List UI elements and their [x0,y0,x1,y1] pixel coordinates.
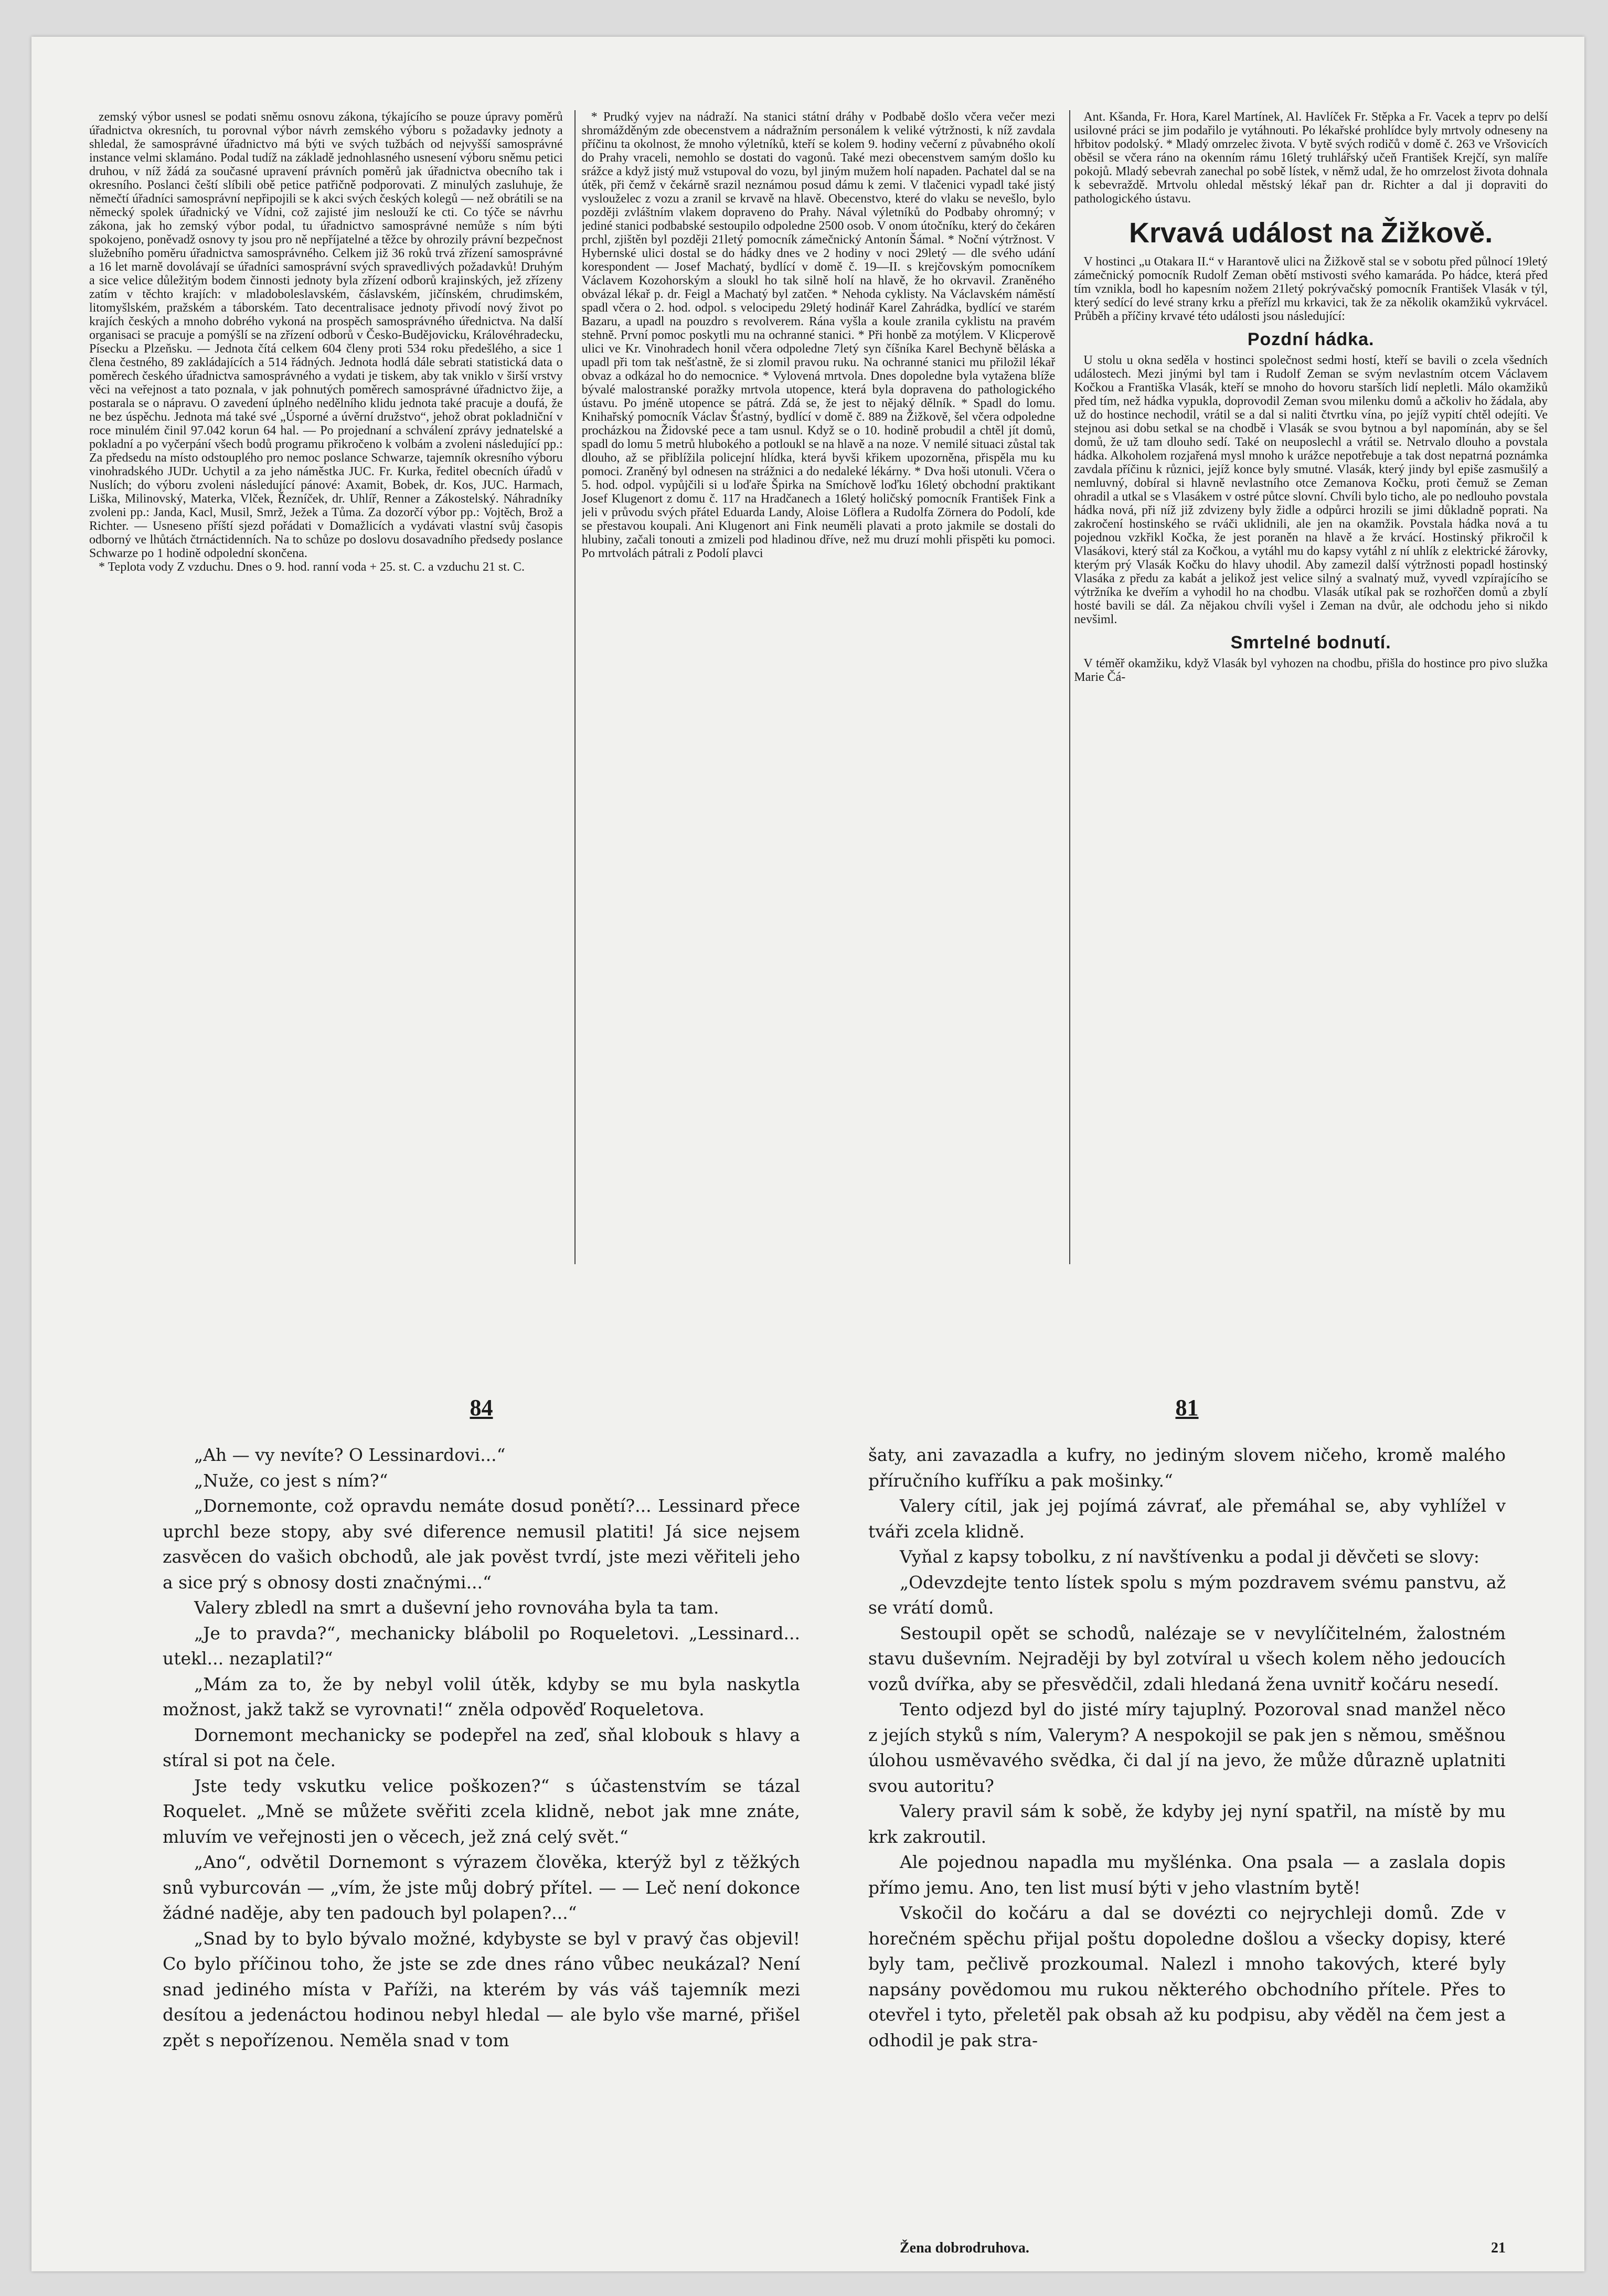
newspaper-section [89,110,1548,1264]
book-paragraph: Ale pojednou napadla mu myšlénka. Ona psala — a zaslala dopis přímo jemu. Ano, ten list musí býti v jeho vlastním bytě! [868,1852,1506,1898]
book-paragraph: Tento odjezd byl do jisté míry tajuplný. Pozoroval snad manžel něco z jejích styků s ním, Valerym? A nespokojil se pak jen s němou, směšnou úlohou usměvavého svědka, či dal jí na jevo, že může důrazně uplatniti svou autoritu? [868,1699,1506,1796]
book-paragraph: „Je to pravda?“, mechanicky blábolil po Roqueletovi. „Lessinard... utekl... nezaplatil?“ [163,1622,800,1669]
newspaper-column-2 [582,110,1056,1264]
book-paragraph: Vskočil do kočáru a dal se dovézti co nejrychleji domů. Zde v horečném spěchu přijal poštu dopoledne došlou a všecky dopisy, které byly tam, pečlivě prozkoumal. Nalezl i mnoho takových, které byly napsány povědomou mu rukou některého obchodního přítele. Přes to otevřel i tyto, přeletěl pak obsah až ku podpisu, aby věděl na čem jest a odhodil je pak stra- [868,1903,1506,2051]
article-text: V hostinci „u Otakara II.“ v Harantově ulici na Žižkově stal se v sobotu před půlnocí 19letý zámečnický pomocník Rudolf Zeman obětí mstivosti svého kamaráda. Po hádce, která před tím vznikla, bodl ho kapesním nožem 21letý pokrývačský pomocník František Vlasák v týl, který sedící do levé strany krku a přeřízl mu krkavici, tak že za několik okamžiků vykrvácel. Průběh a příčiny krvavé této události jsou následující: [1074,255,1548,323]
book-paragraph: Sestoupil opět se schodů, nalézaje se v nevylíčitelném, žalostném stavu duševním. Nejraději by byl zotvíral u všech kolem něho jedoucích vozů dvířka, aby se přesvědčil, zdali hledaná žena uvnitř kočáru nesedí. [868,1622,1506,1694]
article-subheading: Pozdní hádka. [1247,329,1375,349]
newspaper-column-3 [1074,110,1548,1264]
signature-number: 21 [1491,2239,1506,2256]
article-text: * Teplota vody Z vzduchu. Dnes o 9. hod. ranní voda + 25. st. C. a vzduchu 21 st. C. [99,560,525,574]
book-paragraph: Valery cítil, jak jej pojímá závrať, ale přemáhal se, aby vyhlížel v tváři zcela klidně. [868,1496,1506,1542]
book-paragraph: „Nuže, co jest s ním?“ [194,1470,388,1491]
page-number: 81 [1175,1395,1199,1421]
article-text: Ant. Kšanda, Fr. Hora, Karel Martínek, Al. Havlíček Fr. Stěpka a Fr. Vacek a teprv po delší usilovné práci se jim podařilo je vytáhnouti. Po lékařské prohlídce byly mrtvoly odneseny na hřbitov podolský. * Mladý omrzelec života. V bytě svých rodičů v domě č. 263 ve Vršovicích oběsil se včera ráno na okenním rámu 16letý truhlářský učeň František Krejčí, syn malíře pokojů. Mladý sebevrah zanechal po sobě lístek, v němž udal, že ho omrzelost života dohnala k sebevraždě. Mrtvolu ohledal městský lékař pan dr. Richter a dal ji dopraviti do pathologického ústavu. [1074,110,1548,206]
book-paragraph: „Mám za to, že by nebyl volil útěk, kdyby se mu byla naskytla možnost, jakž takž se vyrovnati!“ zněla odpověď Roqueletova. [163,1673,800,1720]
book-paragraph: „Ano“, odvětil Dornemont s výrazem člověka, kterýž byl z těžkých snů vyburcován — „vím, že jste můj dobrý přítel. — — Leč není dokonce žádné naděje, aby ten padouch byl polapen?...“ [163,1852,800,1923]
book-page-left [163,1395,800,2261]
scanned-page [31,37,1584,2271]
book-paragraph: Valery pravil sám k sobě, že kdyby jej nyní spatřil, na místě by mu krk zakroutil. [868,1801,1506,1847]
book-paragraph: Dornemont mechanicky se podepřel na zeď, sňal klobouk s hlavy a stíral si pot na čele. [163,1724,800,1770]
book-paragraph: Jste tedy vskutku velice poškozen?“ s účastenstvím se tázal Roquelet. „Mně se můžete svěřiti zcela klidně, nebot jak mne znáte, mluvím ve veřejnosti jen o věcech, jež zná celý svět.“ [163,1775,800,1847]
article-text: V téměř okamžiku, když Vlasák byl vyhozen na chodbu, přišla do hostince pro pivo služka Marie Čá- [1074,657,1548,684]
page-number: 84 [470,1395,493,1421]
article-text: zemský výbor usnesl se podati sněmu osnovu zákona, týkajícího se pouze úpravy poměrů úřadnictva okresních, tu porovnal výbor návrh zemského výboru s požadavky jednoty a shledal, že samosprávné úřadnictvo má býti ve svých tužbách od nejvyšší samosprávné instance velmi sklamáno. Podal tudíž na základě jednohlasného usnesení výboru sněmu petici druhou, v níž žádá za současné upravení právních poměrů jak úřadnictva obecního tak i okresního. Poslanci čeští slíbili obě petice patřičně podporovati. Z minulých zasluhuje, že němečtí úřadníci samosprávní nepřipojili se k akci svých českých kolegů — než obrátili se na německý spolek úřadnický ve Vídni, což zajisté jim neslouží ke cti. Co týče se návrhu zákona, jak ho zemský výbor podal, tu úřadnictvo samosprávné nemůže s ním býti spokojeno, poněvadž osnovy ty jsou pro ně nepříjatelné a těžce by ohrozily právní bezpečnost služebního poměru úřadnictva samosprávného. Celkem již 36 roků trvá zřízení samosprávné a 16 let marně dovolávají se úřadníci samosprávní svých spravedlivých požadavků! Druhým a sice velice důležitým bodem činnosti jednoty byla zřízení odborů krajinských, jež zřízeny zatím v těchto krajích: v mladoboleslavském, čáslavském, jičínském, chrudimském, litomyšlském, pražském a táborském. Tato decentralisace jednoty přivodí nový život po krajích českých a mnoho dobrého vykoná na prospěch samosprávného úřednictva. Na další organisaci se pracuje a pomýšlí se na zřízení odborů v Česko-Budějovicku, Královéhradecku, Písecku a Plzeňsku. — Jednota čítá celkem 604 členy proti 534 roku předešlého, a sice 1 člena čestného, 89 zakládajících a 514 řádných. Jednota hodlá dále sebrati statistická data o poměrech českého úřadnictva samosprávného a vydati je tiskem, aby tak vniklo v širší vrstvy věci na veřejnost a tato poznala, v jak pohnutých poměrech samosprávné úřadnictvo žije, a postarala se o nápravu. O zavedení úplného nedělního klidu jednota také pracuje a doufá, že ne bez úspěchu. Jednota má také své „Úsporné a úvěrní družstvo“, jehož obrat pokladniční v roce minulém činil 97.042 korun 64 hal. — Po projednaní a schválení zprávy jednatelské a pokladní a po vyčerpání všech bodů programu přikročeno k volbám a zvoleni následující pp.: Za předsedu na místo odstouplého pro nemoc poslance Schwarze, tajemník okresního výboru vinohradského JUDr. Uchytil a za jeho náměstka JUC. Fr. Kurka, ředitel obecních úřadů v Nuslích; do výboru zvoleni následující pánové: Axamit, Bobek, dr. Kos, JUC. Harmach, Liška, Milinovský, Materka, Vlček, Řezníček, dr. Uhlíř, Renner a Zákostelský. Náhradníky zvoleni pp.: Janda, Kacl, Musil, Smrž, Ježek a Tůma. Za dozorčí výbor pp.: Vojtěch, Brož a Richter. — Usneseno příští sjezd pořádati v Domažlicích a vydávati vlastní svůj časopis odborný ve lhůtách čtrnáctidenních. Na to schůze po doslovu dosavadního předsedy poslance Schwarze po 1 hodině odpolední skončena. [89,110,563,560]
book-footer [868,2236,1506,2261]
book-paragraph: šaty, ani zavazadla a kufry, no jediným slovem ničeho, kromě malého příručního kufříku a pak mošinky.“ [868,1445,1506,1491]
book-paragraph: „Odevzdejte tento lístek spolu s mým pozdravem svému panstvu, až se vrátí domů. [868,1572,1506,1618]
book-title-signature: Žena dobrodruhova. [900,2239,1029,2256]
article-text: U stolu u okna seděla v hostinci společnost sedmi hostí, kteří se bavili o zcela všedních událostech. Mezi jinými byl tam i Rudolf Zeman se svým nevlastním otcem Václavem Kočkou a Františka Vlasák, kteří se mnoho do hovoru starších lidí nepletli. Málo okamžiků před tím, než hádka vypukla, doprovodil Zeman svou milenku domů a ačkoliv ho žádala, aby už do hostince nechodil, vrátil se a dal si naliti čtvrtku vína, po jejíž vypití chtěl odejíti. Ve stejnou asi dobu setkal se na chodbě i Vlasák se svou bytnou a byl napomínán, aby se šel domů, že už tam dlouho sedí. Také on neuposlechl a vrátil se. Netrvalo dlouho a povstala hádka. Alkoholem rozjařená mysl mnoho k urážce nepotřebuje a tak dost nepatrná poznámka zavdala příčinu k různici, jejíž konce byly smutné. Vlasák, který jindy byl epiše zasmušilý a nemluvný, dobíral si hlavně nevlastního otce Zemanova Kočku, proti čemuž se Zeman ohradil a utkal se s Vlasákem v ostré půtce slovní. Chvíli bylo ticho, ale po nedlouho povstala hádka nová, při níž již zdvizeny byly židle a odpůrci hrozili se jimi důkladně poprati. Na zakročení hostinského se rváči uklidnili, ale jen na okamžik. Povstala hádka nová a tu pojednou vzkřikl Kočka, že jest poraněn na hlavě a že krvácí. Hostinský přikročil k Vlasákovi, který stál za Kočkou, a vytáhl mu do kapsy vytáhl z ní uhlík z elektrické žárovky, kterým prý Vlasák Kočku do hlavy uhodil. Aby zamezil další výtržnosti popadl hostinský Vlasáka z předu za kabát a jelikož jest velice silný a svalnatý muž, vyvedl vzpírajícího se výtržníka ke dveřím a vyhodil ho na chodbu. Vlasák utíkal pak se rozhořčen domů a zbylí hosté bavili se dál. Za nějakou chvíli vyšel i Zeman na dvůr, ale odchodu jeho si nikdo nevšiml. [1074,354,1548,626]
book-pages-section [163,1395,1506,2261]
article-text: * Prudký vyjev na nádraží. Na stanici státní dráhy v Podbabě došlo včera večer mezi shromážděným zde obecenstvem a nádražním personálem k veliké výtržnosti, k níž zavdala příčinu ta okolnost, že mnoho výletníků, kteří se kolem 9. hodiny večerní z půvabného okolí do Prahy vraceli, nemohlo se dostati do vagonů. Také mezi obecenstvem samým došlo ku srážce a když jistý muž vstupoval do vozu, byl jiným mužem holí napaden. Pachatel dal se na útěk, při čemž v čekárně srazil neznámou posud dámu k zemi. V tlačenici vypadl také jistý vyslouželec z vozu a zranil se krvavě na hlavě. Obecenstvo, které do vlaku se nevešlo, bylo později zvláštním vlakem dopraveno do Prahy. Nával výletníků do Podbaby ohromný; v jediné stanici podbabské sestoupilo odpoledne 2500 osob. V onom útočníku, který do čekáren prchl, zjištěn byl později 21letý pomocník zámečnický Antonín Šámal. * Noční výtržnost. V Hybernské ulici dostal se do hádky dnes ve 2 hodiny v noci 29letý — dle svého udání korespondent — Josef Machatý, bydlící v domě č. 19—II. s krejčovským pomocníkem Václavem Kozohorským a sloukl ho tak silně holí na hlavě, že ho okrvavil. Zraněného obvázal lékař p. dr. Feigl a Machatý byl zatčen. * Nehoda cyklisty. Na Václavském náměstí spadl včera o 2. hod. odpol. s velocipedu 29letý hodinář Karel Zahrádka, bydlící ve starém Bazaru, a upadl na pouzdro s revolverem. Rána vyšla a koule zranila cyklistu na pravém stehně. První pomoc poskytli mu na ochranné stanici. * Při honbě za motýlem. V Klicperově ulici ve Kr. Vinohradech honil včera odpoledne 7letý syn číšníka Karel Bechyně běláska a upadl při tom tak nešťastně, že si zlomil pravou ruku. Na ochranné stanici mu přiložil lékař obvaz a odkázal ho do nemocnice. * Vylovená mrtvola. Dnes dopoledne byla vytažena blíže bývalé malostranské poražky mrtvola utopence, která byla dopravena do pathologického ústavu. Po jméně utopence se pátrá. Zdá se, že jest to nějaký dělník. * Spadl do lomu. Knihařský pomocník Václav Šťastný, bydlící v domě č. 889 na Žižkově, šel včera odpoledne procházkou na Židovské pece a tam usnul. Když se o 10. hodině probudil a chtěl jít domů, spadl do lomu 5 metrů hlubokého a potloukl se na hlavě a na noze. V nemilé situaci zůstal tak dlouho, až se přiblížila policejní hlídka, která byvši křikem upozorněna, přispěla mu ku pomoci. Zraněný byl odnesen na strážnici a do nedaleké lékárny. * Dva hoši utonuli. Včera o 5. hod. odpol. vypůjčili si u loďaře Špirka na Smíchově loďku 16letý obchodní praktikant Josef Klugenort z domu č. 117 na Hradčanech a 16letý holičský pomocník František Fink a jeli v průvodu svých přátel Eduarda Landy, Aloise Löflera a Rudolfa Zörnera do Podolí, kde se přestavou koupali. Ani Klugenort ani Fink neuměli plavati a proto jakmile se dostali do hlubiny, začali tonouti a zmizeli pod hladinou dříve, než mu druzí mohli přispěti ku pomoci. Po mrtvolách pátrali z Podolí plavci [581,110,1056,560]
article-subheading: Smrtelné bodnutí. [1230,633,1391,653]
article-headline: Krvavá událost na Žižkově. [1129,217,1493,249]
book-paragraph: „Snad by to bylo bývalo možné, kdybyste se byl v pravý čas objevil! Co bylo příčinou toho, že jste se zde dnes ráno vůbec neukázal? Není snad jediného místa v Paříži, na kterém by vás váš tajemník mezi desítou a jedenáctou hodinou nebyl hledal — ale bylo vše marné, přišel zpět s nepořízenou. Neměla snad v tom [163,1928,800,2051]
book-paragraph: Vyňal z kapsy tobolku, z ní navštívenku a podal ji děvčeti se slovy: [900,1546,1480,1567]
newspaper-column-1 [89,110,563,1264]
book-page-right [868,1395,1506,2261]
book-paragraph: „Dornemonte, což opravdu nemáte dosud ponětí?... Lessinard přece uprchl beze stopy, aby své diference nemusil platiti! Já sice nejsem zasvěcen do vašich obchodů, ale jak pověst tvrdí, jste mezi věřiteli jeho a sice prý s obnosy dosti značnými...“ [163,1496,800,1593]
book-paragraph: Valery zbledl na smrt a duševní jeho rovnováha byla ta tam. [194,1597,719,1618]
book-paragraph: „Ah — vy nevíte? O Lessinardovi...“ [194,1445,506,1465]
